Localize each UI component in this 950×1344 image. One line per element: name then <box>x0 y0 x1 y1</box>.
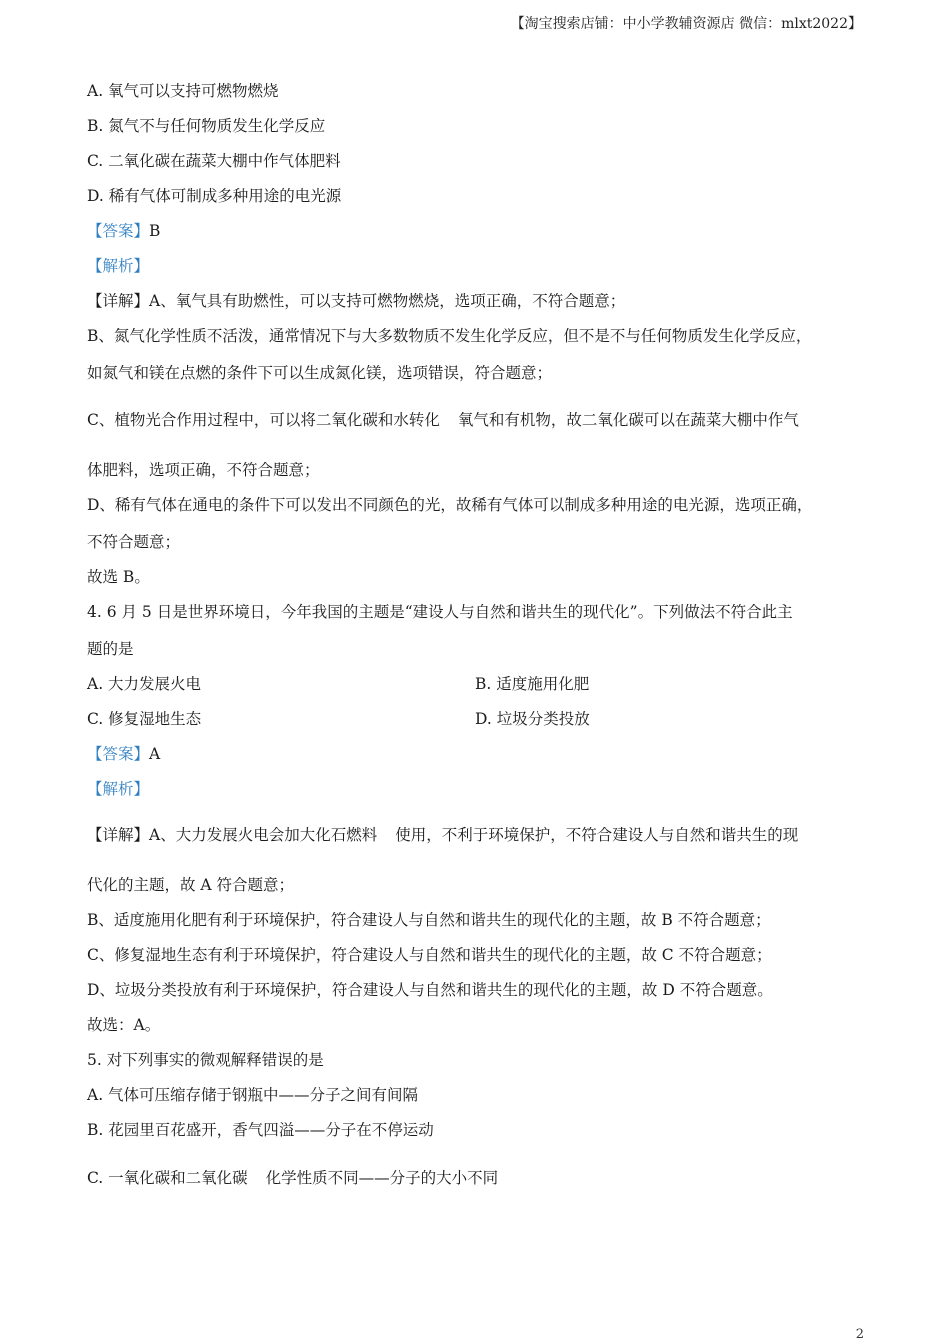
q3-detail-part: 氧气和有机物，故二氧化碳可以在蔬菜大棚中作气 <box>457 411 799 429</box>
q4-detail-line: 代化的主题，故 A 符合题意； <box>87 876 295 894</box>
q3-detail-line: D、稀有气体在通电的条件下可以发出不同颜色的光，故稀有气体可以制成多种用途的电光源，选项正确， <box>87 496 813 514</box>
q3-detail-line: 如氮气和镁在点燃的条件下可以生成氮化镁，选项错误，符合题意； <box>87 364 553 382</box>
q4-detail-line: B、适度施用化肥有利于环境保护，符合建设人与自然和谐共生的现代化的主题，故 B 不符合题意； <box>87 911 771 929</box>
q3-option-b: B. 氮气不与任何物质发生化学反应 <box>87 117 326 135</box>
answer-tag: 【答案】 <box>87 222 150 240</box>
q3-detail-line: 【详解】A、氧气具有助燃性，可以支持可燃物燃烧，选项正确，不符合题意； <box>87 292 626 310</box>
q3-conclusion: 故选 B。 <box>87 568 150 586</box>
q4-answer <box>87 744 160 764</box>
q3-detail-line <box>87 410 799 430</box>
q4-detail-part: 使用，不利于环境保护，不符合建设人与自然和谐共生的现 <box>395 826 799 844</box>
q4-option-b: B. 适度施用化肥 <box>475 675 590 693</box>
q4-option-c: C. 修复湿地生态 <box>87 710 202 728</box>
q4-option-d: D. 垃圾分类投放 <box>475 710 590 728</box>
q4-analysis-tag: 【解析】 <box>87 780 150 798</box>
page-header: 【淘宝搜索店铺：中小学教辅资源店 微信：mlxt2022】 <box>510 16 862 32</box>
q3-analysis-tag: 【解析】 <box>87 257 150 275</box>
q5-option-c-part: C. 一氧化碳和二氧化碳 <box>87 1169 248 1187</box>
q5-option-c <box>87 1168 498 1188</box>
q3-detail-line: 不符合题意； <box>87 533 181 551</box>
q4-detail-part: 【详解】A、大力发展火电会加大化石燃料 <box>87 826 378 844</box>
q4-stem-line: 题的是 <box>87 640 134 658</box>
q3-option-a: A. 氧气可以支持可燃物燃烧 <box>87 82 279 100</box>
q3-detail-line: 体肥料，选项正确，不符合题意； <box>87 461 320 479</box>
q5-option-c-part: 化学性质不同——分子的大小不同 <box>265 1169 499 1187</box>
answer-value: B <box>149 222 161 240</box>
page-number: 2 <box>855 1327 864 1342</box>
q4-detail-line <box>87 825 798 845</box>
answer-value: A <box>149 745 161 763</box>
q5-stem: 5. 对下列事实的微观解释错误的是 <box>87 1051 324 1069</box>
q5-option-b: B. 花园里百花盛开，香气四溢——分子在不停运动 <box>87 1121 434 1139</box>
q4-conclusion: 故选：A。 <box>87 1016 161 1034</box>
q3-detail-part: C、植物光合作用过程中，可以将二氧化碳和水转化 <box>87 411 440 429</box>
q5-option-a: A. 气体可压缩存储于钢瓶中——分子之间有间隔 <box>87 1086 419 1104</box>
answer-tag: 【答案】 <box>87 745 150 763</box>
q4-stem-line: 4. 6 月 5 日是世界环境日，今年我国的主题是“建设人与自然和谐共生的现代化”。下列做法不符合此主 <box>87 603 793 621</box>
q4-option-a: A. 大力发展火电 <box>87 675 202 693</box>
q3-answer <box>87 221 160 241</box>
q3-detail-line: B、氮气化学性质不活泼，通常情况下与大多数物质不发生化学反应，但不是不与任何物质发生化学反应， <box>87 327 812 345</box>
q3-option-d: D. 稀有气体可制成多种用途的电光源 <box>87 187 342 205</box>
q3-option-c: C. 二氧化碳在蔬菜大棚中作气体肥料 <box>87 152 341 170</box>
q4-detail-line: D、垃圾分类投放有利于环境保护，符合建设人与自然和谐共生的现代化的主题，故 D 不符合题意。 <box>87 981 773 999</box>
q4-detail-line: C、修复湿地生态有利于环境保护，符合建设人与自然和谐共生的现代化的主题，故 C 不符合题意； <box>87 946 772 964</box>
